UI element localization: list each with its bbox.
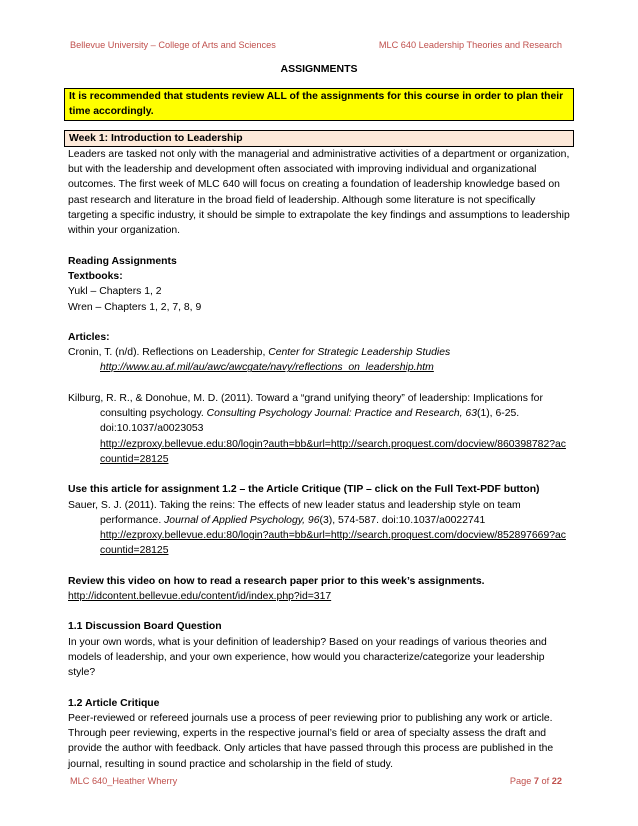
article-cronin-journal: Center for Strategic Leadership Studies <box>268 347 451 359</box>
article-cronin-link[interactable]: http://www.au.af.mil/au/awc/awcgate/navy/reflections_on_leadership.htm <box>100 362 434 374</box>
page-title: ASSIGNMENTS <box>280 63 358 75</box>
video-note: Review this video on how to read a research paper prior to this week’s assignments. <box>68 575 485 587</box>
article-sauer-link[interactable]: http://ezproxy.bellevue.edu:80/login?auth=bb&url=http://search.proquest.com/docview/852897669?accountid=28125 <box>100 530 566 557</box>
week-intro: Leaders are tasked not only with the managerial and administrative activities of a department or organization, but with the leadership and development often associated with improving individual and organizational outcomes. The first week of MLC 640 will focus on creating a foundation of leadership knowledge based on past research and literature in the broad field of leadership. Although some literature is not specifically targeting a specific industry, it should be simple to extrapolate the key findings and assumptions to leadership within your organization. <box>68 148 570 237</box>
page-current: 7 <box>533 776 539 786</box>
article-sauer-citation: Sauer, S. J. (2011). Taking the reins: The effects of new leader status and leadership style on team performance. <box>68 499 521 526</box>
page-number <box>510 776 562 786</box>
article-sauer-pages: (3), 574-587. doi:10.1037/a0022741 <box>319 514 486 526</box>
textbook-item-wren: Wren – Chapters 1, 2, 7, 8, 9 <box>68 301 202 313</box>
article-kilburg-citation: Kilburg, R. R., & Donohue, M. D. (2011). Toward a “grand unifying theory” of leadership: Implications for consulting psychology. <box>68 392 543 420</box>
article-kilburg <box>64 391 574 467</box>
page-total: 22 <box>551 776 562 786</box>
page-word: Page <box>509 776 534 786</box>
reading-heading: Reading Assignments <box>68 255 177 267</box>
article-cronin <box>64 345 574 376</box>
header-right: MLC 640 Leadership Theories and Research <box>378 40 562 50</box>
footer-left: MLC 640_Heather Wherry <box>70 776 178 786</box>
article-sauer-note: Use this article for assignment 1.2 – the Article Critique (TIP – click on the Full Text-PDF button) <box>68 484 540 496</box>
textbooks-label: Textbooks: <box>68 270 123 282</box>
of-word: of <box>538 776 552 786</box>
notice-box: It is recommended that students review ALL of the assignments for this course in order to plan their time accordingly. <box>64 88 574 121</box>
discussion-heading: 1.1 Discussion Board Question <box>68 621 222 633</box>
article-kilburg-pages: (1), 6-25. <box>476 408 520 420</box>
articles-label: Articles: <box>68 331 110 343</box>
critique-heading: 1.2 Article Critique <box>68 697 160 709</box>
article-kilburg-doi: doi:10.1037/a0023053 <box>100 423 204 435</box>
textbook-item-yukl: Yukl – Chapters 1, 2 <box>68 286 162 298</box>
discussion-body: In your own words, what is your definition of leadership? Based on your readings of various theories and models of leadership, and your own experience, how would you characterize/categorize your leadership style? <box>68 636 547 679</box>
header-left: Bellevue University – College of Arts and Sciences <box>70 40 276 50</box>
article-kilburg-link[interactable]: http://ezproxy.bellevue.edu:80/login?auth=bb&url=http://search.proquest.com/docview/860398782?accountid=28125 <box>100 438 566 465</box>
article-sauer-journal: Journal of Applied Psychology, 96 <box>164 514 320 526</box>
article-kilburg-journal: Consulting Psychology Journal: Practice and Research, 63 <box>206 408 477 420</box>
video-link[interactable]: http://idcontent.bellevue.edu/content/id/index.php?id=317 <box>68 591 332 603</box>
article-sauer <box>64 498 574 559</box>
critique-body: Peer-reviewed or refereed journals use a process of peer reviewing prior to publishing any work or article. Through peer reviewing, experts in the respective journal’s field or area of specialty assess the draft and provide the author with feedback. Only articles that have passed through this process are published in the journal, resulting in sound practice and scholarship in the field of study. <box>68 712 554 770</box>
week-heading: Week 1: Introduction to Leadership <box>64 130 574 147</box>
article-cronin-citation: Cronin, T. (n/d). Reflections on Leadership, <box>68 347 269 359</box>
document-body <box>64 88 574 772</box>
